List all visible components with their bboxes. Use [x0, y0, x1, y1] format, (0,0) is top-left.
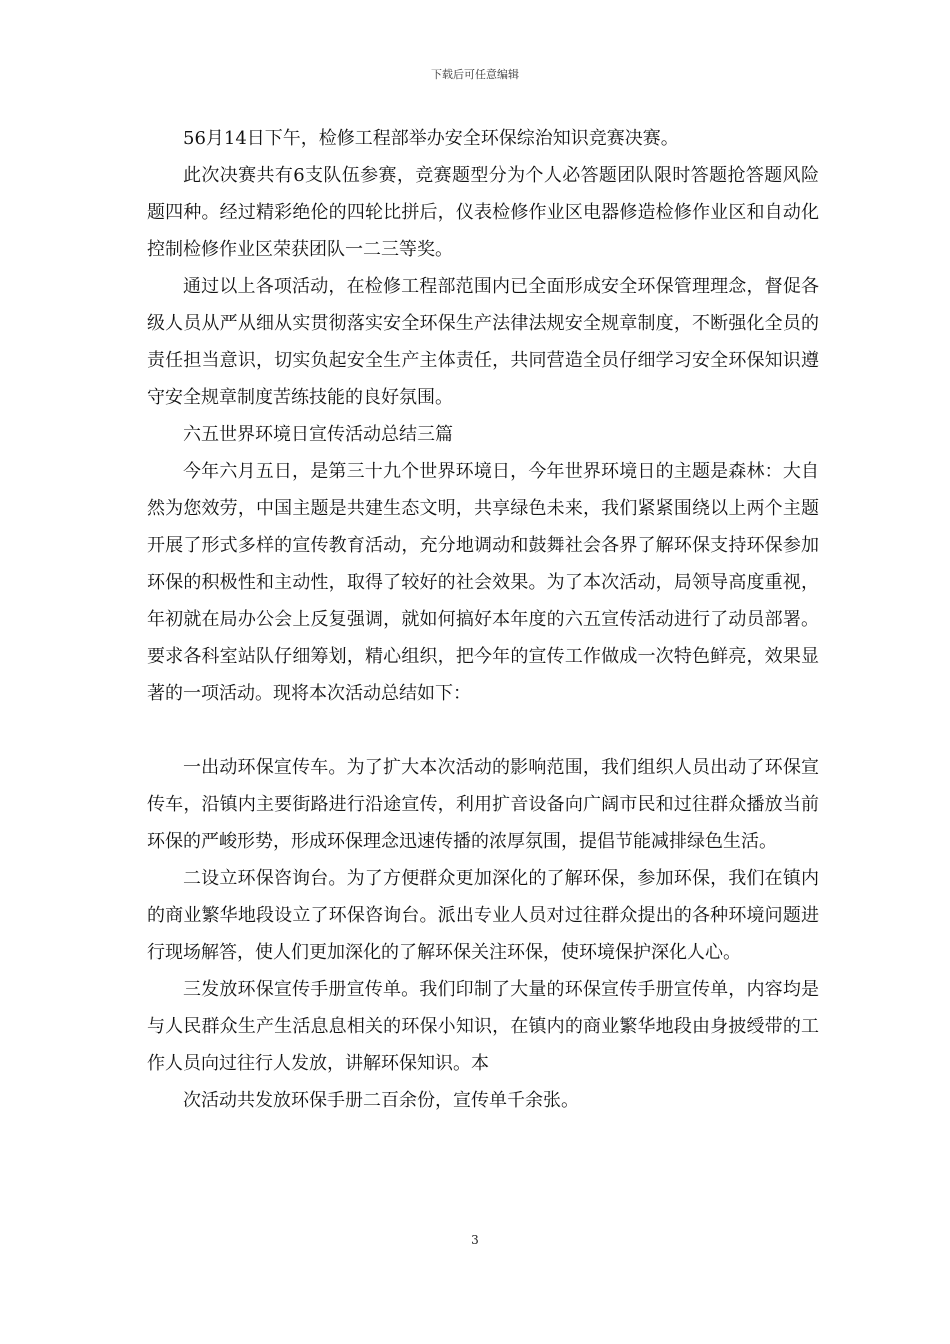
- paragraph-competition-final: 56月14日下午，检修工程部举办安全环保综治知识竞赛决赛。: [183, 128, 679, 149]
- paragraph-activity-summary: 通过以上各项活动，在检修工程部范围内已全面形成安全环保管理理念，督促各级人员从严从细从实贯彻落实安全环保生产法律法规安全规章制度，不断强化全员的责任担当意识，切实负起安全生产主体责任，共同营造全员仔细学习安全环保知识遵守安全规章制度苦练技能的良好氛围。: [147, 276, 819, 408]
- paragraph-distribution-count: 次活动共发放环保手册二百余份，宣传单千余张。: [183, 1090, 579, 1111]
- document-body: [147, 120, 819, 1119]
- page-header: 下载后可任意编辑: [431, 68, 519, 81]
- paragraph-brochures: 三发放环保宣传手册宣传单。我们印制了大量的环保宣传手册宣传单，内容均是与人民群众生产生活息息相关的环保小知识，在镇内的商业繁华地段由身披绶带的工作人员向过往行人发放，讲解环保知识。本: [147, 979, 819, 1074]
- section-title: 六五世界环境日宣传活动总结三篇: [183, 424, 453, 445]
- paragraph-publicity-vehicle: 一出动环保宣传车。为了扩大本次活动的影响范围，我们组织人员出动了环保宣传车，沿镇内主要街路进行沿途宣传，利用扩音设备向广阔市民和过往群众播放当前环保的严峻形势，形成环保理念迅速传播的浓厚氛围，提倡节能减排绿色生活。: [147, 757, 819, 852]
- page-number: 3: [471, 1233, 479, 1247]
- paragraph-gap: [147, 712, 819, 749]
- paragraph-consultation-desk: 二设立环保咨询台。为了方便群众更加深化的了解环保，参加环保，我们在镇内的商业繁华地段设立了环保咨询台。派出专业人员对过往群众提出的各种环境问题进行现场解答，使人们更加深化的了解环保关注环保，使环境保护深化人心。: [147, 868, 819, 963]
- paragraph-competition-results: 此次决赛共有6支队伍参赛，竞赛题型分为个人必答题团队限时答题抢答题风险题四种。经过精彩绝伦的四轮比拼后，仪表检修作业区电器修造检修作业区和自动化控制检修作业区荣获团队一二三等奖。: [147, 165, 819, 260]
- paragraph-environment-day-intro: 今年六月五日，是第三十九个世界环境日，今年世界环境日的主题是森林：大自然为您效劳，中国主题是共建生态文明，共享绿色未来，我们紧紧围绕以上两个主题开展了形式多样的宣传教育活动，充分地调动和鼓舞社会各界了解环保支持环保参加环保的积极性和主动性，取得了较好的社会效果。为了本次活动，局领导高度重视，年初就在局办公会上反复强调，就如何搞好本年度的六五宣传活动进行了动员部署。要求各科室站队仔细筹划，精心组织，把今年的宣传工作做成一次特色鲜亮，效果显著的一项活动。现将本次活动总结如下：: [147, 461, 819, 704]
